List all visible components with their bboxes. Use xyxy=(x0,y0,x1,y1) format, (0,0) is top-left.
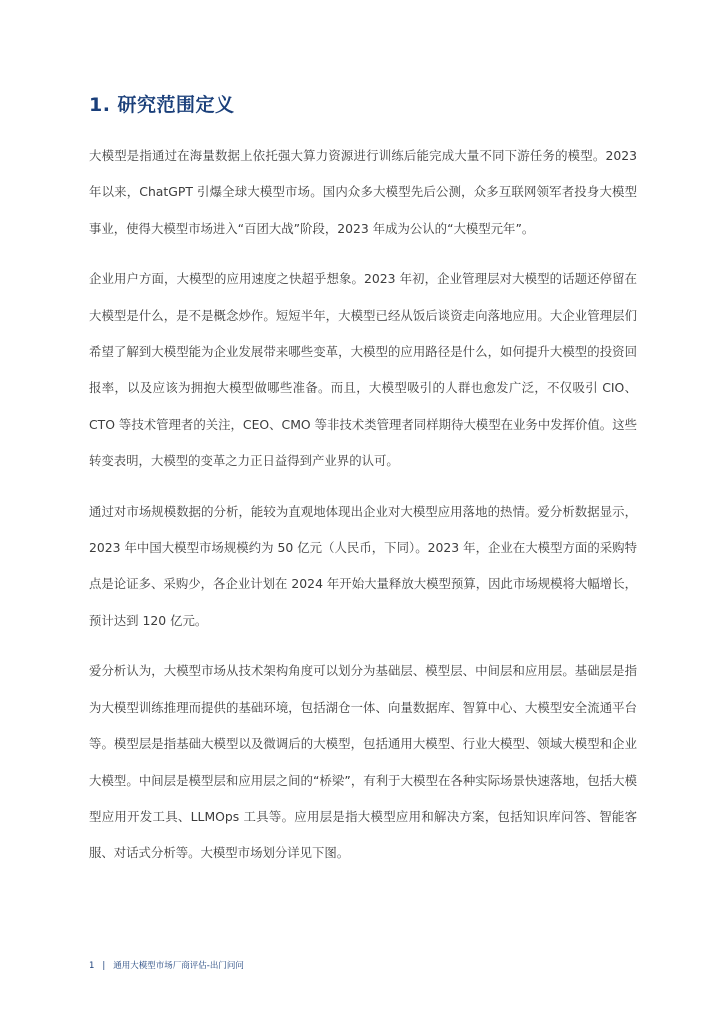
page-number: 1 xyxy=(89,961,95,971)
footer-separator: | xyxy=(102,961,106,971)
paragraph-enterprise-users: 企业用户方面，大模型的应用速度之快超乎想象。2023 年初，企业管理层对大模型的话题还停留在大模型是什么，是不是概念炒作。短短半年，大模型已经从饭后谈资走向落地应用。大企业管理层们希望了解到大模型能为企业发展带来哪些变革，大模型的应用路径是什么，如何提升大模型的投资回报率，以及应该为拥抱大模型做哪些准备。而且，大模型吸引的人群也愈发广泛，不仅吸引 CIO、CTO 等技术管理者的关注，CEO、CMO 等非技术类管理者同样期待大模型在业务中发挥价值。这些转变表明，大模型的变革之力正日益得到产业界的认可。 xyxy=(89,271,637,469)
section-heading: 1. 研究范围定义 xyxy=(89,94,235,116)
paragraph-market-layers: 爱分析认为，大模型市场从技术架构角度可以划分为基础层、模型层、中间层和应用层。基础层是指为大模型训练推理而提供的基础环境，包括湖仓一体、向量数据库、智算中心、大模型安全流通平台等。模型层是指基础大模型以及微调后的大模型，包括通用大模型、行业大模型、领域大模型和企业大模型。中间层是模型层和应用层之间的“桥梁”，有利于大模型在各种实际场景快速落地，包括大模型应用开发工具、LLMOps 工具等。应用层是指大模型应用和解决方案，包括知识库问答、智能客服、对话式分析等。大模型市场划分详见下图。 xyxy=(89,663,637,861)
body-text xyxy=(89,138,637,886)
footer-title: 通用大模型市场厂商评估-出门问问 xyxy=(113,961,244,971)
page-footer xyxy=(89,958,244,974)
paragraph-market-size: 通过对市场规模数据的分析，能较为直观地体现出企业对大模型应用落地的热情。爱分析数据显示，2023 年中国大模型市场规模约为 50 亿元（人民币，下同）。2023 年，企业在大模型方面的采购特点是论证多、采购少，各企业计划在 2024 年开始大量释放大模型预算，因此市场规模将大幅增长，预计达到 120 亿元。 xyxy=(89,503,637,628)
paragraph-definition: 大模型是指通过在海量数据上依托强大算力资源进行训练后能完成大量不同下游任务的模型。2023年以来，ChatGPT 引爆全球大模型市场。国内众多大模型先后公测，众多互联网领军者投身大模型事业，使得大模型市场进入“百团大战”阶段，2023 年成为公认的“大模型元年”。 xyxy=(89,148,637,236)
